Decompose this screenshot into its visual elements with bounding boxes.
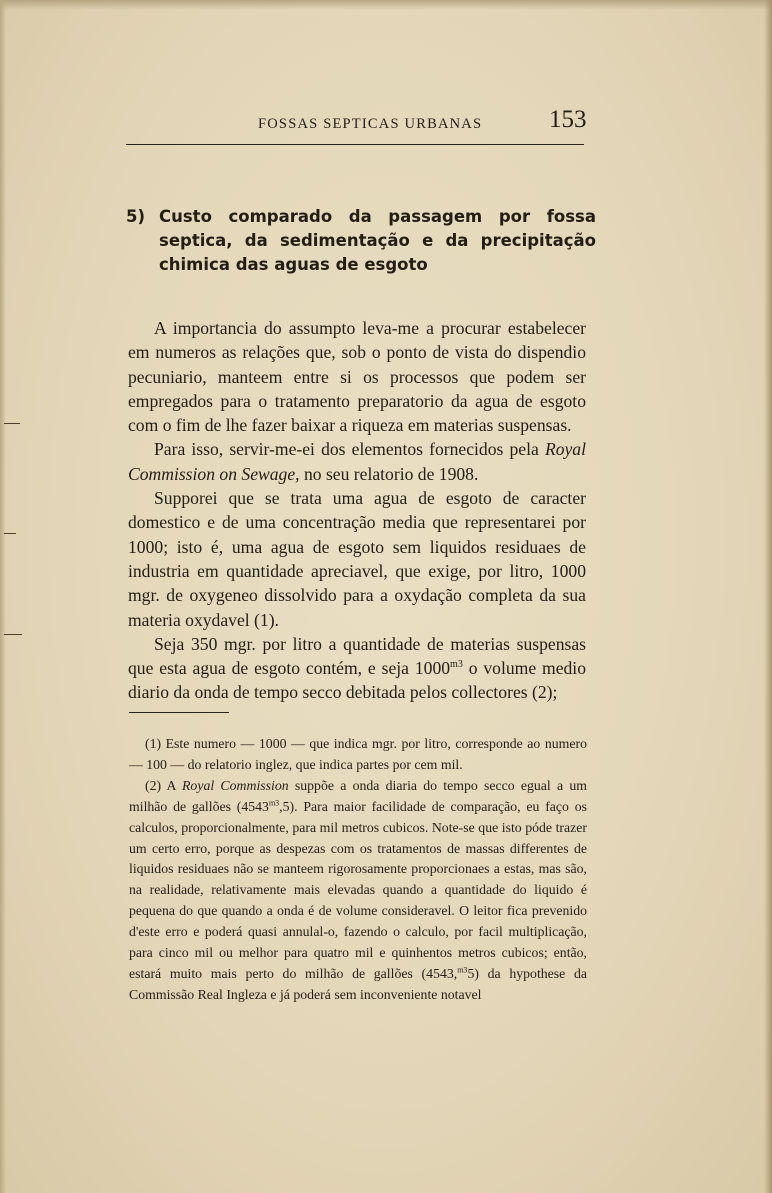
paragraph-2 (128, 437, 586, 486)
paragraph-4-text-a: Seja 350 mgr. por litro a quantidade de materias suspensas que esta agua de esgoto contém, e seja 1000 (128, 633, 586, 679)
page-number: 153 (549, 106, 587, 133)
footnote-2-superscript-2: m3 (457, 965, 468, 975)
running-title: FOSSAS SEPTICAS URBANAS (258, 116, 483, 132)
section-title: Custo comparado da passagem por fossa septica, da sedimentação e da precipitação chimica das aguas de esgoto (159, 207, 596, 274)
cubic-metre-superscript: m3 (450, 659, 463, 671)
footnote-2-italic: Royal Commission (182, 777, 289, 793)
footnote-2-text-g: 5) da hypothese da Commissão Real Ingleza e já poderá sem inconveniente notavel (129, 965, 588, 1002)
header-rule (126, 144, 584, 145)
footnote-1: (1) Este numero — 1000 — que indica mgr. por litro, corresponde ao numero — 100 — do relatorio inglez, que indica partes por cem mil. (129, 736, 587, 772)
footnote-2-superscript-1: m3 (268, 798, 280, 808)
section-number: 5) (126, 207, 146, 226)
footnote-2-text-c: suppõe a onda diaria do tempo secco egual a um milhão de gallões (4543 (129, 777, 587, 814)
footnote-2 (129, 776, 587, 1006)
margin-mark-1 (4, 423, 20, 424)
paragraph-3: Supporei que se trata uma agua de esgoto de caracter domestico e de uma concentração media que representarei por 1000; isto é, uma agua de esgoto sem liquidos residuaes de industria em quantidade apreciavel, que exige, por litro, 1000 mgr. de oxygeneo dissolvido para a oxydação completa da sua materia oxydavel (1). (128, 488, 586, 630)
footnote-2-text-e: ,5). Para maior facilidade de comparação, eu faço os calculos, proporcionalmente, para mil metros cubicos. Note-se que isto póde trazer um certo erro, porque as despezas com os tratamentos de massas differentes de liquidos residuaes não se manteem rigorosamente proporcionaes a estas, mas são, na realidade, relativamente mais elevadas quando a quantidade do liquido é pequena do que quando a onda é de volume consideravel. O leitor fica prevenido d'este erro e poderá quasi annulal-o, fazendo o calculo, por facil multiplicação, para cinco mil ou melhor para quatro mil e quinhentos metros cubicos; então, estará muito mais perto do milhão de gallões (4543, (129, 798, 587, 981)
page-edge-shadow-left (0, 0, 6, 1193)
margin-mark-2 (4, 533, 16, 534)
margin-mark-3 (4, 634, 22, 635)
paragraph-2-text-a: Para isso, servir-me-ei dos elementos fornecidos pela (154, 439, 545, 460)
royal-commission-citation: Royal Commission on Sewage, (128, 439, 586, 484)
footnote-2-text-a: (2) A (145, 777, 182, 793)
page-edge-shadow-right (764, 0, 772, 1193)
paragraph-2-text-b: no seu relatorio de 1908. (299, 463, 479, 484)
section-heading (126, 205, 596, 277)
paragraph-1: A importancia do assumpto leva-me a procurar estabelecer em numeros as relações que, sob o ponto de vista do dispendio pecuniario, manteem entre si os processos que podem ser empregados para o tratamento preparatorio da agua de esgoto com o fim de lhe fazer baixar a riqueza em materias suspensas. (128, 318, 586, 436)
paragraph-4 (128, 632, 586, 705)
body-text (128, 316, 586, 705)
footnote-rule (129, 712, 229, 713)
paragraph-4-text-b: o volume medio diario da onda de tempo secco debitada pelos collectores (2); (128, 658, 586, 703)
page-edge-shadow-top (0, 0, 772, 10)
footnotes (129, 734, 587, 1006)
